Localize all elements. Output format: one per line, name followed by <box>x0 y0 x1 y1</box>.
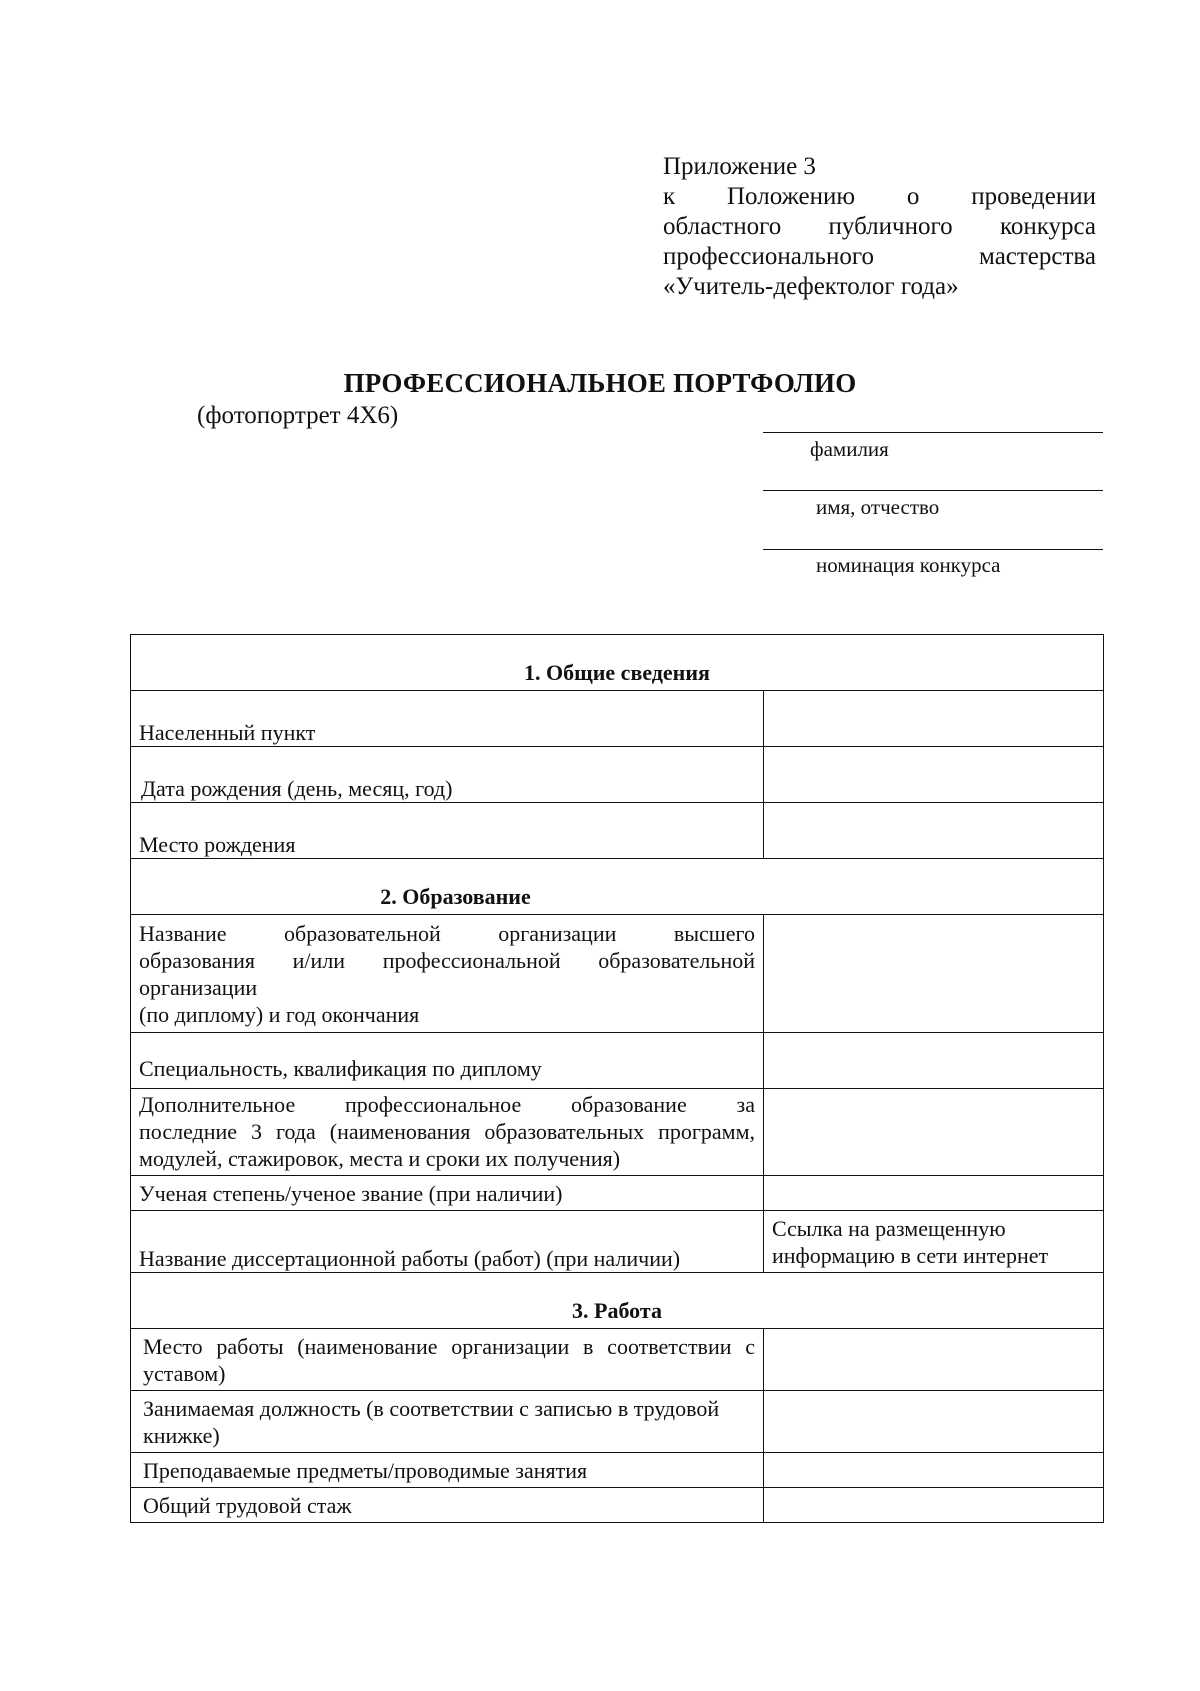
value-cell-subjects[interactable] <box>764 1453 1104 1488</box>
value-cell-birth-place[interactable] <box>764 803 1104 859</box>
name-patronymic-caption: имя, отчество <box>816 495 940 519</box>
appendix-line: к Положению о проведении <box>663 183 1096 210</box>
position-line: Занимаемая должность (в соответствии с записью в трудовой <box>143 1396 720 1421</box>
dissertation-link-line: информацию в сети интернет <box>772 1243 1049 1268</box>
birth-date-text: Дата рождения (день, месяц, год) <box>141 776 453 801</box>
row-label-institution <box>131 915 764 1033</box>
section-heading-work: 3. Работа <box>572 1298 662 1323</box>
dissertation-link-line: Ссылка на размещенную <box>772 1216 1006 1241</box>
row-label-dissertation: Название диссертационной работы (работ) (при наличии) <box>131 1211 764 1273</box>
institution-line: Название образовательной организации высшего <box>139 921 755 946</box>
section-heading-work-cell <box>131 1273 1104 1329</box>
document-title: ПРОФЕССИОНАЛЬНОЕ ПОРТФОЛИО <box>343 368 857 398</box>
photo-placeholder-caption: (фотопортрет 4Х6) <box>197 402 399 429</box>
additional-education-line: модулей, стажировок, места и сроки их получения) <box>139 1146 621 1171</box>
nomination-line[interactable] <box>763 549 1103 550</box>
row-label-birth-place: Место рождения <box>131 803 764 859</box>
institution-line: образования и/или профессиональной образовательной <box>139 948 755 973</box>
value-cell-institution[interactable] <box>764 915 1104 1033</box>
surname-line[interactable] <box>763 432 1103 433</box>
value-cell-additional-education[interactable] <box>764 1089 1104 1176</box>
row-label-speciality: Специальность, квалификация по диплому <box>131 1033 764 1089</box>
row-label-subjects: Преподаваемые предметы/проводимые занятия <box>131 1453 764 1488</box>
dissertation-link-cell[interactable] <box>764 1211 1104 1273</box>
row-label-birth-date <box>131 747 764 803</box>
additional-education-line: последние 3 года (наименования образовательных программ, <box>139 1119 755 1144</box>
appendix-line: Приложение 3 <box>663 153 816 180</box>
appendix-line: «Учитель-дефектолог года» <box>663 273 959 300</box>
surname-caption: фамилия <box>810 437 889 461</box>
value-cell-speciality[interactable] <box>764 1033 1104 1089</box>
appendix-line: областного публичного конкурса <box>663 213 1096 240</box>
section-heading-work-wrap <box>139 1297 1095 1324</box>
workplace-line: уставом) <box>143 1361 226 1386</box>
appendix-line: профессионального мастерства <box>663 243 1096 270</box>
value-cell-birth-date[interactable] <box>764 747 1104 803</box>
appendix-note <box>663 152 1096 302</box>
institution-line: организации <box>139 975 258 1000</box>
value-cell-workplace[interactable] <box>764 1329 1104 1391</box>
institution-line: (по диплому) и год окончания <box>139 1002 420 1027</box>
nomination-caption: номинация конкурса <box>816 553 1001 577</box>
section-heading-general: 1. Общие сведения <box>131 635 1104 691</box>
row-label-academic-degree: Ученая степень/ученое звание (при наличии) <box>131 1176 764 1211</box>
position-line: книжке) <box>143 1423 220 1448</box>
row-label-position <box>131 1391 764 1453</box>
value-cell-academic-degree[interactable] <box>764 1176 1104 1211</box>
value-cell-position[interactable] <box>764 1391 1104 1453</box>
row-label-additional-education <box>131 1089 764 1176</box>
additional-education-line: Дополнительное профессиональное образование за <box>139 1092 755 1117</box>
portfolio-table <box>130 634 1104 1523</box>
value-cell-settlement[interactable] <box>764 691 1104 747</box>
name-patronymic-line[interactable] <box>763 490 1103 491</box>
row-label-settlement: Населенный пункт <box>131 691 764 747</box>
workplace-line: Место работы (наименование организации в соответствии с <box>143 1334 755 1359</box>
row-label-workplace <box>131 1329 764 1391</box>
row-label-work-experience: Общий трудовой стаж <box>131 1488 764 1523</box>
section-heading-education-cell <box>131 859 1104 915</box>
value-cell-work-experience[interactable] <box>764 1488 1104 1523</box>
section-heading-education: 2. Образование <box>380 884 531 909</box>
